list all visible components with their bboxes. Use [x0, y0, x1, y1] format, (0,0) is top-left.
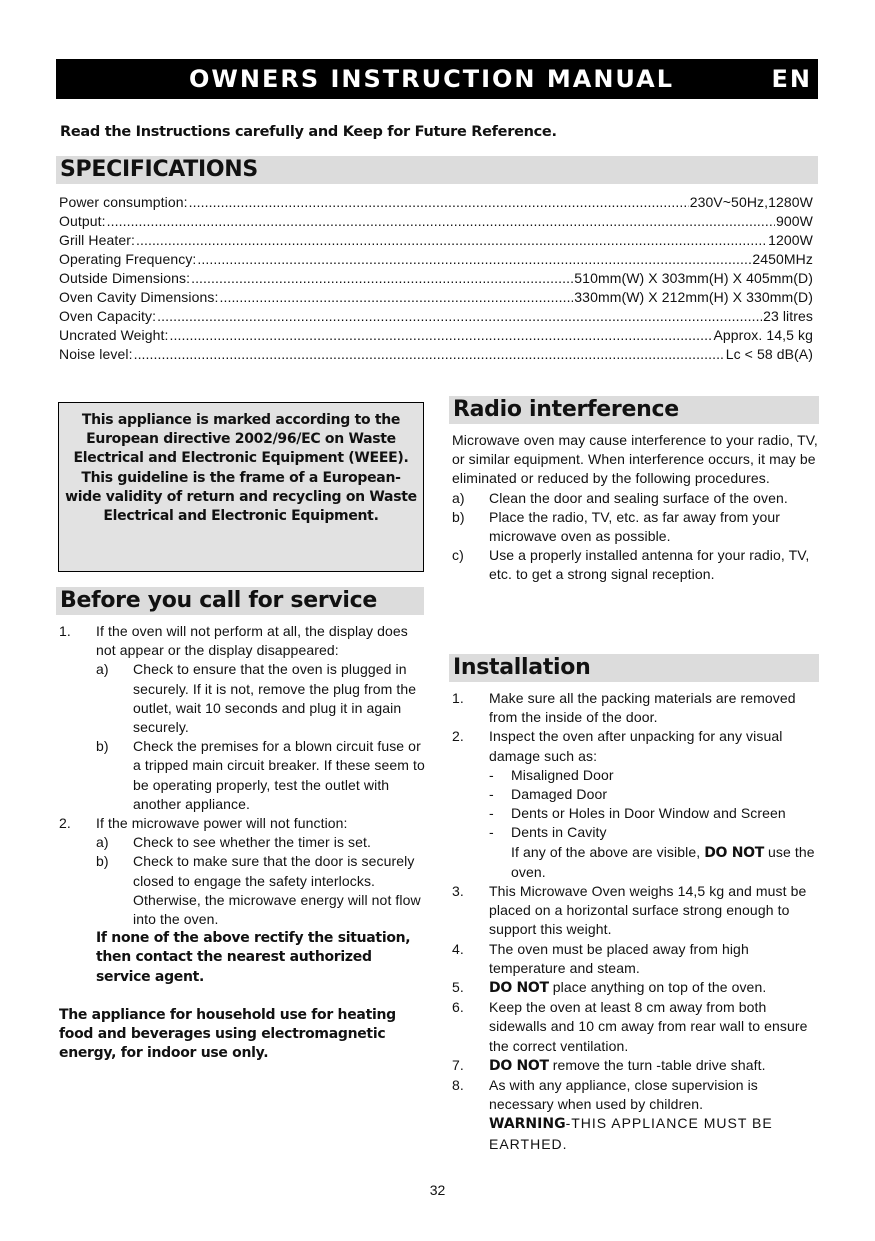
spec-value: 230V~50Hz,1280W	[689, 194, 813, 210]
dash-text: Damaged Door	[511, 786, 608, 803]
dash-text: Dents in Cavity	[511, 824, 607, 841]
list-item	[452, 508, 818, 546]
list-item	[452, 1076, 818, 1154]
item-text: As with any appliance, close supervision is necessary when used by children.	[489, 1077, 758, 1113]
dash-marker: -	[489, 766, 494, 783]
spec-row	[59, 324, 813, 343]
spec-list	[59, 191, 813, 362]
spec-value: 510mm(W) X 303mm(H) X 405mm(D)	[574, 270, 813, 286]
dash-marker: -	[489, 805, 494, 822]
item-number: 2.	[59, 815, 71, 832]
radio-intro: Microwave oven may cause interference to your radio, TV, or similar equipment. When interference occurs, it may be eliminated or reduced by the following procedures.	[452, 432, 818, 487]
sub-letter: a)	[96, 661, 109, 678]
item-number: 1.	[452, 690, 464, 706]
sub-letter: a)	[96, 834, 109, 851]
spec-label: Uncrated Weight:	[59, 327, 169, 343]
item-number: 3.	[452, 883, 464, 900]
item-number: 1.	[59, 623, 71, 639]
note-bold: DO NOT	[704, 844, 764, 861]
spec-row	[59, 191, 813, 210]
dash-text: Dents or Holes in Door Window and Screen	[511, 805, 786, 822]
spec-value: 330mm(W) X 212mm(H) X 330mm(D)	[574, 289, 813, 305]
warning-bold: WARNING	[489, 1116, 566, 1133]
item-text: The oven must be placed away from high temperature and steam.	[489, 940, 749, 976]
item-text: Clean the door and sealing surface of the oven.	[489, 489, 788, 506]
weee-notice-box	[58, 402, 424, 572]
language-code: EN	[771, 65, 812, 93]
list-item	[452, 940, 818, 978]
service-heading: Before you call for service	[56, 587, 424, 615]
radio-section	[452, 431, 818, 585]
intro-text: Read the Instructions carefully and Keep for Future Reference.	[60, 124, 557, 140]
list-item	[452, 882, 818, 940]
household-use-note: The appliance for household use for heating food and beverages using electromagnetic energy, for indoor use only.	[59, 1006, 396, 1062]
installation-heading: Installation	[449, 654, 819, 682]
dash-item	[489, 804, 818, 823]
manual-title: OWNERS INSTRUCTION MANUAL	[189, 65, 675, 93]
dash-item	[489, 766, 818, 785]
sub-text: Check to make sure that the door is securely closed to engage the safety interlocks. Otherwise, the microwave energy will not flow into the oven.	[133, 853, 421, 928]
list-item	[452, 1056, 818, 1076]
item-text: Keep the oven at least 8 cm away from both sidewalls and 10 cm away from rear wall to ensure the correct ventilation.	[489, 999, 808, 1054]
item-bold: DO NOT	[489, 1057, 549, 1074]
item-bold: DO NOT	[489, 980, 549, 997]
page-number: 32	[429, 1182, 446, 1198]
spec-value: 900W	[776, 213, 813, 229]
list-item	[452, 727, 818, 882]
item-text: Place the radio, TV, etc. as far away from your microwave oven as possible.	[489, 508, 781, 545]
dash-item	[489, 785, 818, 804]
list-item	[59, 814, 425, 987]
item-text: Use a properly installed antenna for your radio, TV, etc. to get a strong signal reception.	[489, 547, 810, 583]
item-text: This Microwave Oven weighs 14,5 kg and must be placed on a horizontal surface strong enough to support this weight.	[489, 883, 807, 938]
spec-label: Oven Cavity Dimensions:	[59, 289, 219, 305]
installation-list	[452, 689, 818, 1154]
list-item	[452, 978, 818, 998]
spec-label: Outside Dimensions:	[59, 270, 191, 286]
spec-row	[59, 305, 813, 324]
item-text: If the oven will not perform at all, the display does not appear or the display disappeared:	[96, 623, 408, 659]
sub-text: Check to see whether the timer is set.	[133, 834, 372, 851]
item-number: 6.	[452, 999, 464, 1016]
spec-row	[59, 286, 813, 305]
list-item	[452, 998, 818, 1056]
spec-value: Approx. 14,5 kg	[713, 327, 813, 343]
item-number: 4.	[452, 940, 464, 957]
sub-letter: b)	[96, 853, 109, 870]
spec-row	[59, 229, 813, 248]
item-text: Inspect the oven after unpacking for any visual damage such as:	[489, 728, 783, 764]
spec-row	[59, 210, 813, 229]
specifications-heading: SPECIFICATIONS	[56, 156, 818, 184]
item-text: place anything on top of the oven.	[552, 979, 767, 996]
weee-line-1: This appliance is marked according to the European directive 2002/96/EC on Waste Electrical and Electronic Equipment (WEEE).	[73, 412, 409, 467]
spec-label: Output:	[59, 213, 106, 229]
spec-label: Operating Frequency:	[59, 251, 197, 267]
dash-item	[489, 823, 818, 842]
item-text: Make sure all the packing materials are removed from the inside of the door.	[489, 690, 796, 726]
visibility-note	[489, 843, 818, 882]
item-letter: b)	[452, 508, 465, 525]
spec-row	[59, 248, 813, 267]
spec-value: Lc < 58 dB(A)	[725, 346, 813, 362]
sub-letter: b)	[96, 738, 109, 755]
spec-label: Oven Capacity:	[59, 308, 157, 324]
warning-text	[489, 1114, 818, 1153]
spec-label: Noise level:	[59, 346, 133, 362]
spec-row	[59, 267, 813, 286]
dash-marker: -	[489, 824, 494, 841]
sub-item	[96, 660, 425, 737]
spec-label: Power consumption:	[59, 194, 188, 210]
sub-text: Check the premises for a blown circuit fuse or a tripped main circuit breaker. If these seem to be operating properly, test the outlet with another appliance.	[133, 738, 425, 812]
spec-value: 23 litres	[763, 308, 813, 324]
spec-label: Grill Heater:	[59, 232, 135, 248]
header-bar	[56, 59, 818, 99]
service-closing-note: If none of the above rectify the situation, then contact the nearest authorized service agent.	[96, 930, 411, 985]
dash-marker: -	[489, 786, 494, 803]
sub-item	[96, 852, 425, 929]
warning-detail: -THIS APPLIANCE MUST BE EARTHED.	[489, 1115, 773, 1152]
item-text: remove the turn -table drive shaft.	[552, 1056, 766, 1073]
item-letter: c)	[452, 547, 464, 564]
spec-value: 2450MHz	[752, 251, 813, 267]
list-item	[59, 622, 425, 814]
item-text: If the microwave power will not function:	[96, 815, 348, 832]
sub-text: Check to ensure that the oven is plugged in securely. If it is not, remove the plug from the outlet, wait 10 seconds and plug it in again securely.	[133, 661, 417, 736]
item-number: 2.	[452, 728, 464, 745]
note-text: If any of the above are visible,	[511, 843, 701, 860]
sub-item	[96, 737, 425, 814]
item-number: 5.	[452, 979, 464, 996]
list-item	[452, 546, 818, 584]
spec-row	[59, 343, 813, 362]
item-number: 7.	[452, 1056, 464, 1073]
dash-text: Misaligned Door	[511, 766, 614, 783]
spec-value: 1200W	[768, 232, 813, 248]
list-item	[452, 689, 818, 727]
list-item	[452, 489, 818, 508]
service-list	[59, 622, 425, 1063]
note-text: use the oven.	[511, 843, 815, 880]
item-number: 8.	[452, 1077, 464, 1094]
item-letter: a)	[452, 489, 465, 506]
sub-item	[96, 833, 425, 852]
radio-heading: Radio interference	[449, 396, 819, 424]
weee-line-2: This guideline is the frame of a European-wide validity of return and recycling on Waste Electrical and Electronic Equipment.	[65, 469, 417, 525]
